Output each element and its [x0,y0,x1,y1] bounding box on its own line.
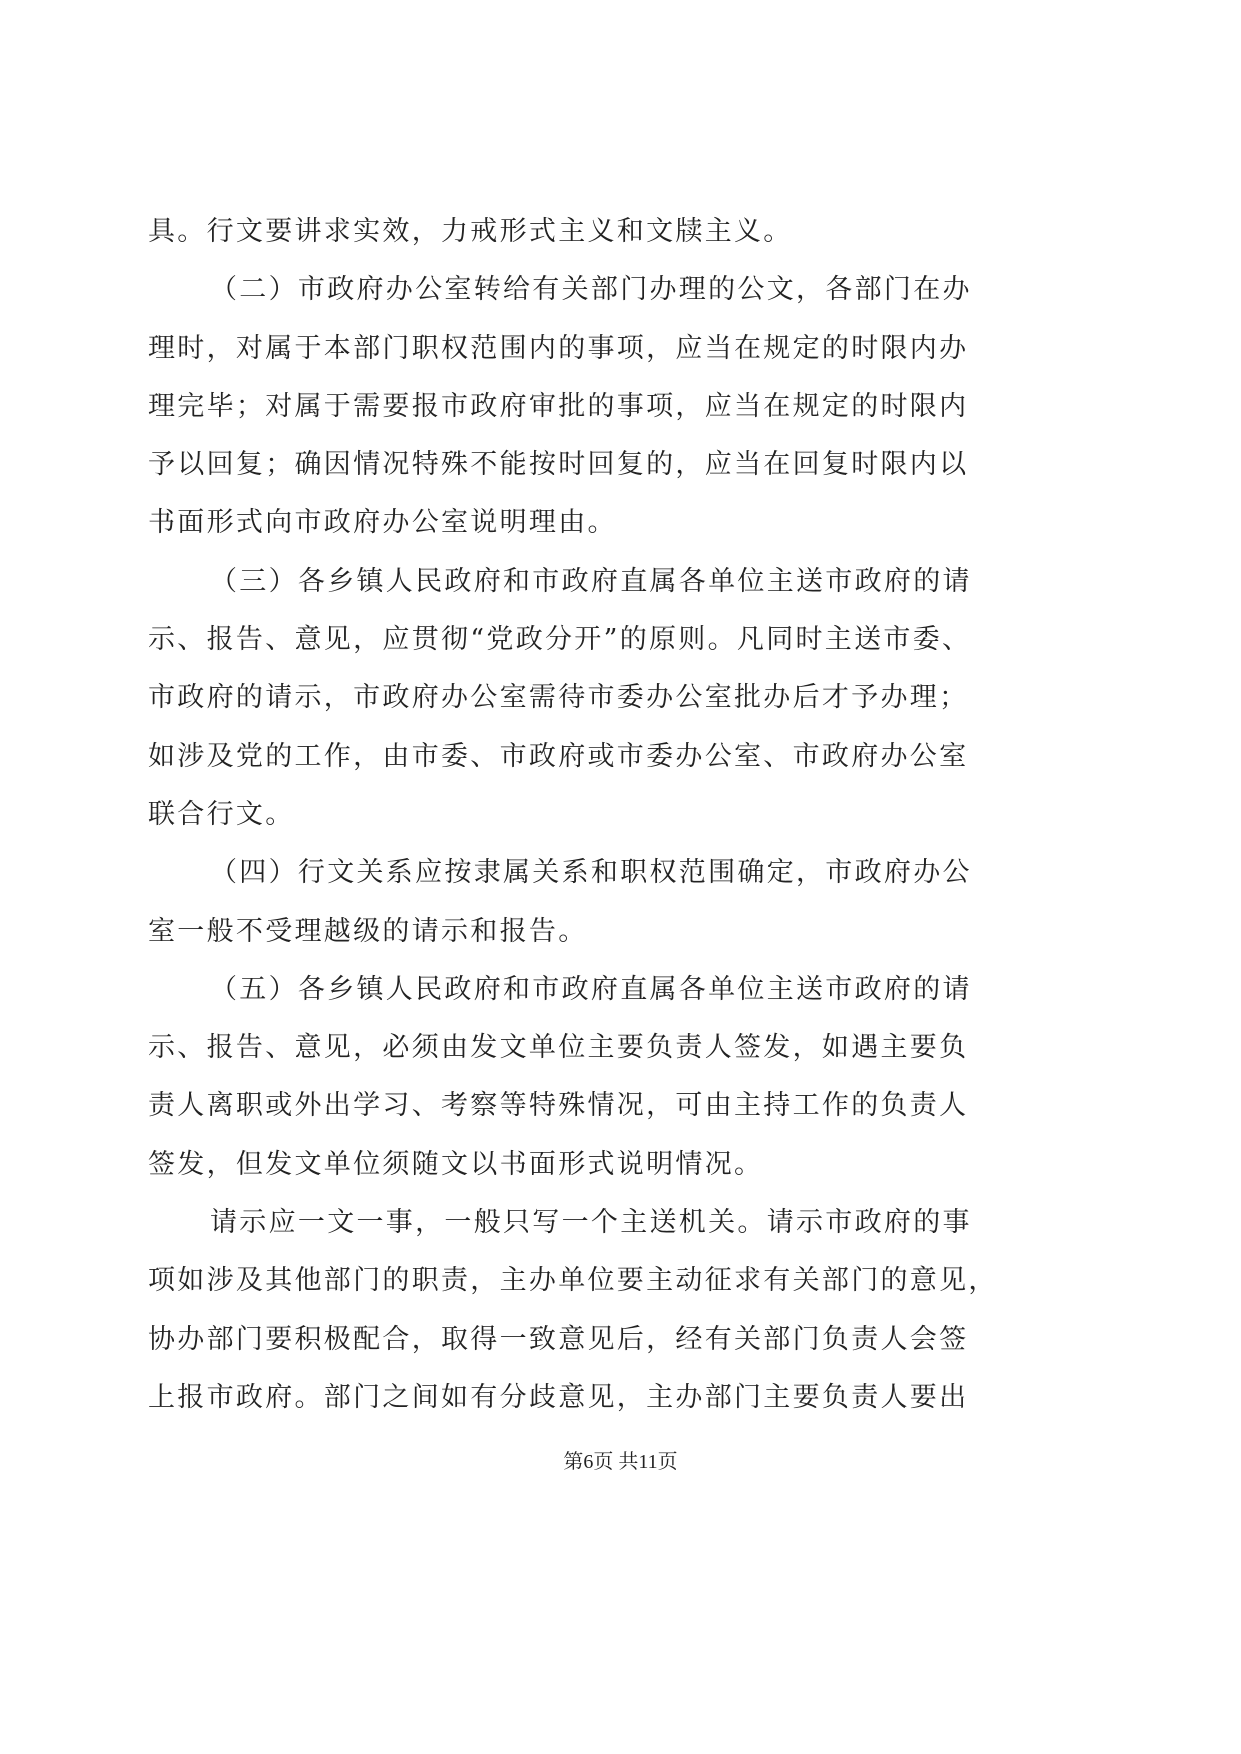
paragraph-2-start: （二）市政府办公室转给有关部门办理的公文，各部门在办 [210,274,972,306]
body-line: 上报市政府。部门之间如有分歧意见，主办部门主要负责人要出 [148,1381,969,1413]
body-line: 理时，对属于本部门职权范围内的事项，应当在规定的时限内办 [148,332,969,364]
body-line: 书面形式向市政府办公室说明理由。 [148,507,617,539]
document-body [148,203,998,1427]
body-line: 示、报告、意见，必须由发文单位主要负责人签发，如遇主要负 [148,1032,969,1064]
body-line: 联合行文。 [148,798,295,830]
body-line: 具。行文要讲求实效，力戒形式主义和文牍主义。 [148,216,793,247]
body-line: 责人离职或外出学习、考察等特殊情况，可由主持工作的负责人 [148,1090,969,1122]
paragraph-request-start: 请示应一文一事，一般只写一个主送机关。请示市政府的事 [210,1207,972,1239]
paragraph-5-start: （五）各乡镇人民政府和市政府直属各单位主送市政府的请 [210,973,972,1005]
page-number-footer: 第6页 共11页 [563,1451,678,1473]
body-line: 项如涉及其他部门的职责，主办单位要主动征求有关部门的意见， [148,1265,998,1297]
body-line: 协办部门要积极配合，取得一致意见后，经有关部门负责人会签 [148,1323,969,1355]
paragraph-3-start: （三）各乡镇人民政府和市政府直属各单位主送市政府的请 [210,565,972,597]
paragraph-4-start: （四）行文关系应按隶属关系和职权范围确定，市政府办公 [210,857,972,889]
body-line: 理完毕；对属于需要报市政府审批的事项，应当在规定的时限内 [148,390,969,422]
body-line: 予以回复；确因情况特殊不能按时回复的，应当在回复时限内以 [148,449,969,481]
body-line: 室一般不受理越级的请示和报告。 [148,915,588,947]
body-line: 如涉及党的工作，由市委、市政府或市委办公室、市政府办公室 [148,740,969,772]
body-line: 签发，但发文单位须随文以书面形式说明情况。 [148,1148,764,1180]
body-line: 市政府的请示，市政府办公室需待市委办公室批办后才予办理； [148,682,969,714]
body-line: 示、报告、意见，应贯彻“党政分开”的原则。凡同时主送市委、 [148,624,972,656]
